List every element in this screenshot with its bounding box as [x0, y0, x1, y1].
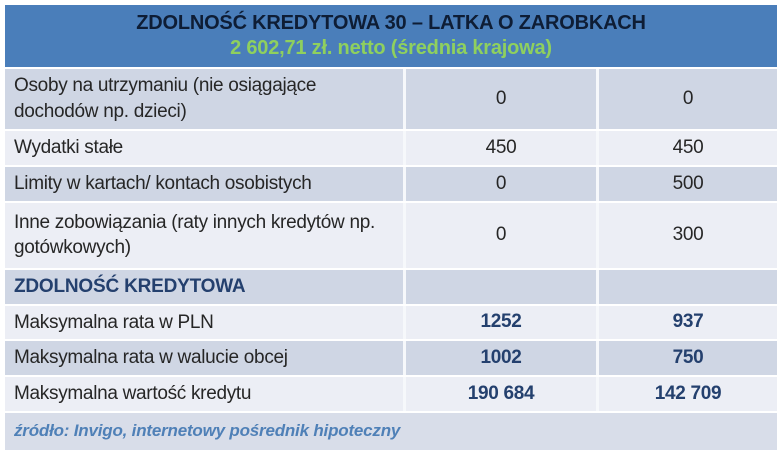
table-row — [5, 167, 777, 201]
row-value-1: 0 — [406, 167, 596, 201]
row-value-2: 0 — [599, 69, 777, 129]
table-row — [5, 131, 777, 165]
table-row — [5, 69, 777, 129]
row-label: Maksymalna rata w PLN — [5, 306, 403, 340]
table-header — [5, 5, 777, 67]
table-row — [5, 341, 777, 375]
row-label: Wydatki stałe — [5, 131, 403, 165]
row-value-2: 750 — [599, 341, 777, 375]
row-value-1: 1002 — [406, 341, 596, 375]
source-note: źródło: Invigo, internetowy pośrednik hipoteczny — [5, 413, 777, 450]
row-value-2 — [599, 270, 777, 304]
row-value-2: 142 709 — [599, 377, 777, 411]
row-label: Maksymalna wartość kredytu — [5, 377, 403, 411]
row-value-2: 300 — [599, 203, 777, 268]
table — [5, 5, 777, 450]
row-label: Maksymalna rata w walucie obcej — [5, 341, 403, 375]
row-label: Inne zobowiązania (raty innych kredytów np. gotówkowych) — [5, 203, 403, 268]
row-value-1: 0 — [406, 69, 596, 129]
table-subtitle: 2 602,71 zł. netto (średnia krajowa) — [230, 37, 552, 59]
section-label: ZDOLNOŚĆ KREDYTOWA — [5, 270, 403, 304]
table-section-row — [5, 270, 777, 304]
row-label: Osoby na utrzymaniu (nie osiągające dochodów np. dzieci) — [5, 69, 403, 129]
row-value-2: 450 — [599, 131, 777, 165]
row-value-2: 500 — [599, 167, 777, 201]
row-value-1 — [406, 270, 596, 304]
row-value-1: 1252 — [406, 306, 596, 340]
row-value-1: 0 — [406, 203, 596, 268]
row-value-2: 937 — [599, 306, 777, 340]
table-row — [5, 203, 777, 268]
table-row — [5, 306, 777, 340]
row-label: Limity w kartach/ kontach osobistych — [5, 167, 403, 201]
row-value-1: 450 — [406, 131, 596, 165]
row-value-1: 190 684 — [406, 377, 596, 411]
table-title: ZDOLNOŚĆ KREDYTOWA 30 – LATKA O ZAROBKACH — [136, 12, 646, 34]
table-row — [5, 377, 777, 411]
